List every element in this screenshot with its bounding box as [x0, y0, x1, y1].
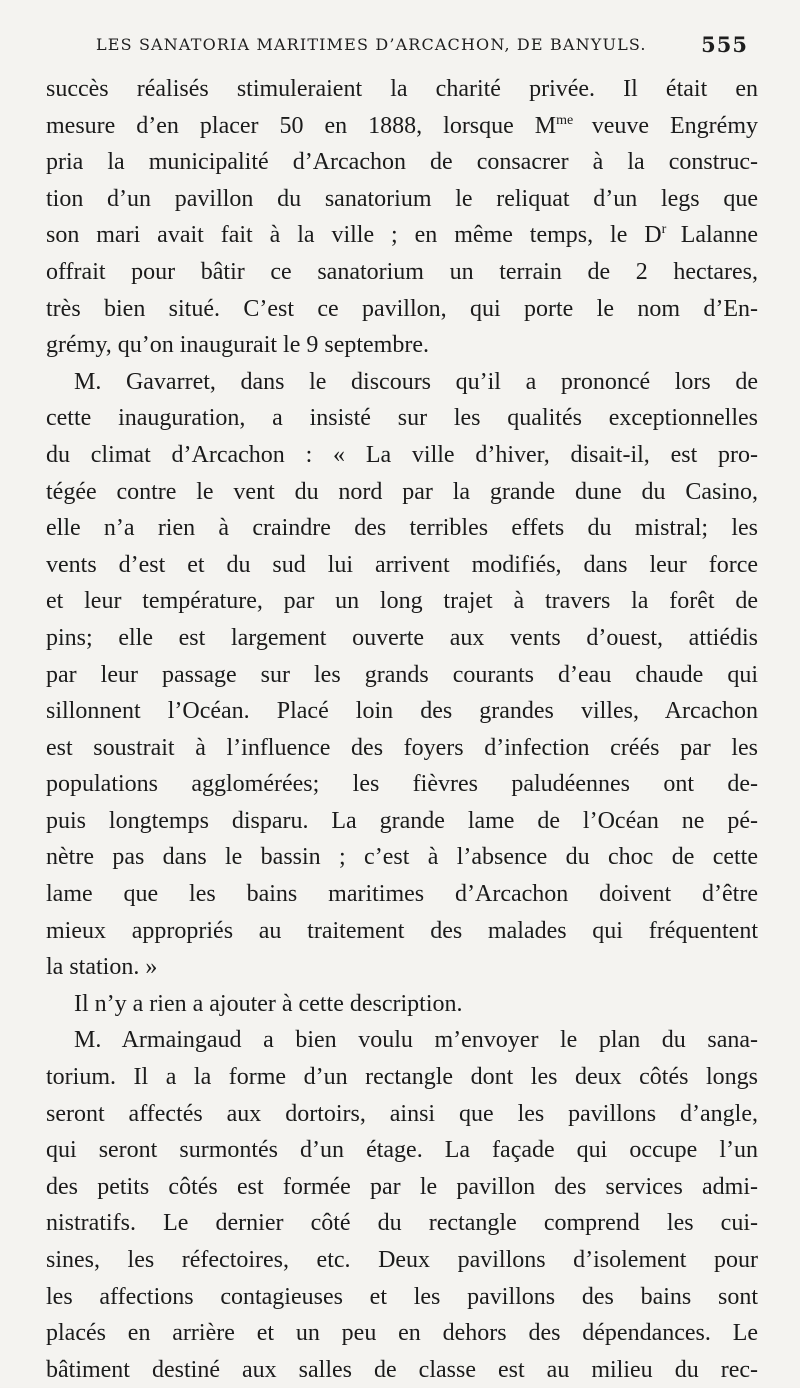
text-line: vents d’est et du sud lui arrivent modifiés, dans leur force: [46, 551, 758, 578]
text-line: sines, les réfectoires, etc. Deux pavillons d’isolement pour: [46, 1247, 758, 1273]
text-line: M. Gavarret, dans le discours qu’il a prononcé lors de: [74, 368, 758, 395]
text-line: les affections contagieuses et les pavillons des bains sont: [46, 1283, 758, 1310]
text-line: M. Armaingaud a bien voulu m’envoyer le plan du sana-: [74, 1027, 758, 1054]
page-number: 555: [701, 32, 748, 57]
text-line: Il n’y a rien a ajouter à cette description.: [74, 990, 463, 1017]
body-text: [46, 71, 758, 1388]
text-line: mesure d’en placer 50 en 1888, lorsque $M^{me}$ veuve Engrémy: [46, 112, 758, 139]
text-line: populations agglomérées; les fièvres paludéennes ont de-: [46, 771, 758, 798]
text-line: des petits côtés est formée par le pavillon des services admi-: [46, 1173, 758, 1200]
text-line: cette inauguration, a insisté sur les qualités exceptionnelles: [46, 405, 758, 432]
text-line: offrait pour bâtir ce sanatorium un terrain de 2 hectares,: [46, 258, 758, 285]
text-line: tion d’un pavillon du sanatorium le reliquat d’un legs que: [46, 185, 758, 212]
text-line: seront affectés aux dortoirs, ainsi que les pavillons d’angle,: [46, 1100, 758, 1127]
running-title: LES SANATORIA MARITIMES D’ARCACHON, DE BANYULS.: [96, 35, 647, 54]
text-line: son mari avait fait à la ville ; en même temps, le $D^r$ Lalanne: [46, 222, 758, 249]
text-line: grémy, qu’on inaugurait le 9 septembre.: [46, 332, 429, 359]
text-line: placés en arrière et un peu en dehors des dépendances. Le: [46, 1320, 758, 1347]
text-line: tégée contre le vent du nord par la grande dune du Casino,: [46, 478, 758, 505]
text-line: par leur passage sur les grands courants d’eau chaude qui: [46, 661, 758, 688]
text-line: sillonnent l’Océan. Placé loin des grandes villes, Arcachon: [46, 698, 758, 725]
text-line: succès réalisés stimuleraient la charité privée. Il était en: [46, 76, 758, 102]
text-line: et leur température, par un long trajet à travers la forêt de: [46, 588, 758, 615]
text-line: puis longtemps disparu. La grande lame de l’Océan ne pé-: [46, 807, 758, 834]
text-line: est soustrait à l’influence des foyers d’infection créés par les: [46, 734, 758, 761]
text-line: pria la municipalité d’Arcachon de consacrer à la construc-: [46, 149, 758, 176]
text-line: qui seront surmontés d’un étage. La façade qui occupe l’un: [46, 1137, 758, 1164]
page-header: [96, 32, 764, 60]
text-line: mieux appropriés au traitement des malades qui fréquentent: [46, 917, 758, 944]
text-line: bâtiment destiné aux salles de classe est au milieu du rec-: [46, 1356, 758, 1383]
text-line: torium. Il a la forme d’un rectangle dont les deux côtés longs: [46, 1064, 758, 1091]
text-line: nètre pas dans le bassin ; c’est à l’absence du choc de cette: [46, 844, 758, 871]
text-line: elle n’a rien à craindre des terribles effets du mistral; les: [46, 515, 758, 542]
text-line: très bien situé. C’est ce pavillon, qui porte le nom d’En-: [46, 295, 758, 322]
text-line: nistratifs. Le dernier côté du rectangle comprend les cui-: [46, 1210, 758, 1237]
text-line: du climat d’Arcachon : « La ville d’hiver, disait-il, est pro-: [46, 441, 758, 468]
text-line: lame que les bains maritimes d’Arcachon doivent d’être: [46, 881, 758, 908]
text-line: la station. »: [46, 954, 158, 981]
text-line: pins; elle est largement ouverte aux vents d’ouest, attiédis: [46, 624, 758, 651]
